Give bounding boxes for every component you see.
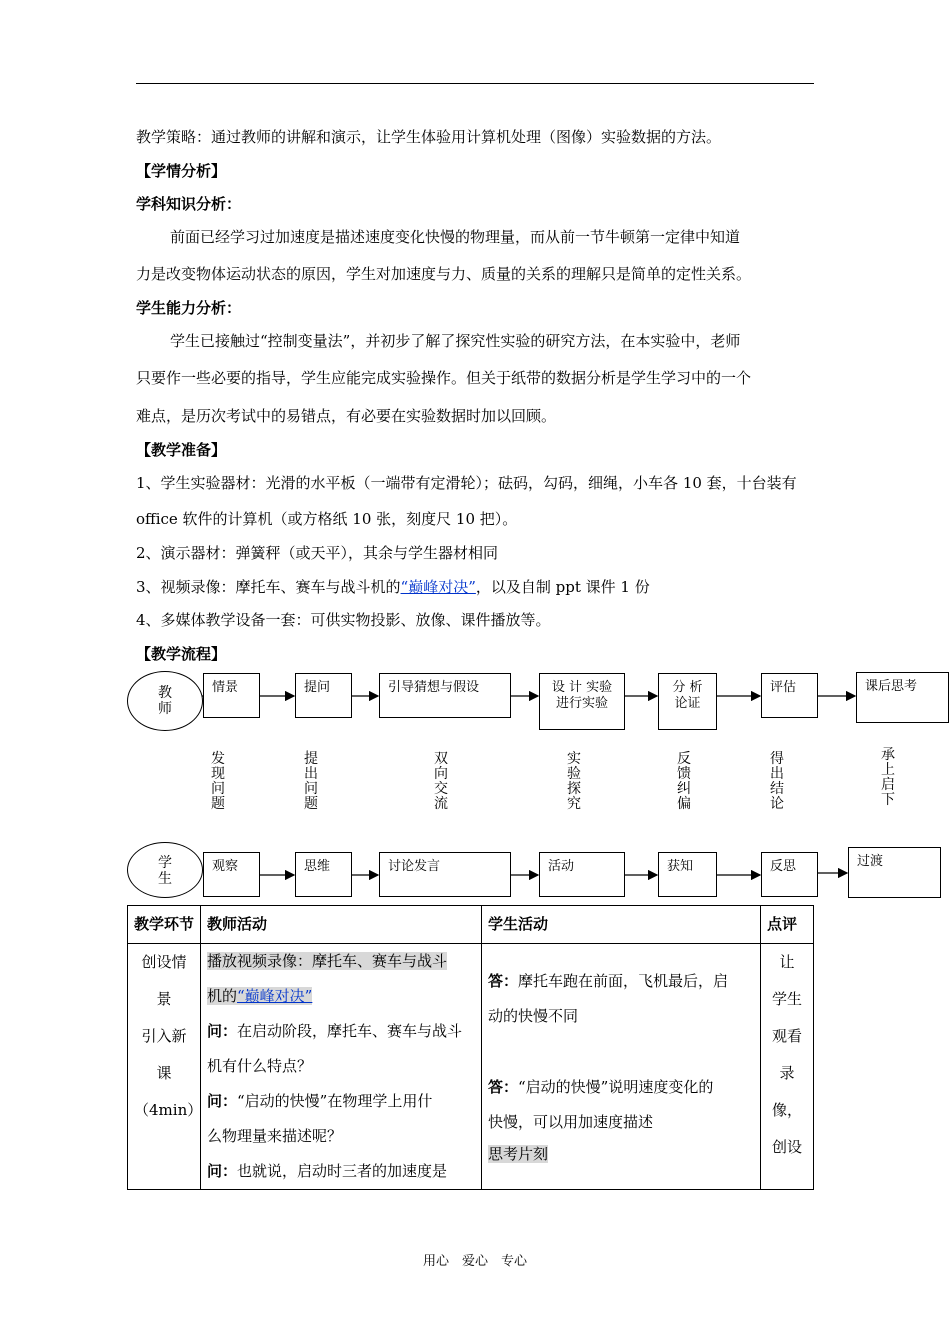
prep-item-3-text: 3、视频录像：摩托车、赛车与战斗机的 [136, 578, 401, 596]
header-student: 学生活动 [482, 906, 761, 944]
flow-bottom-5: 获知 [658, 852, 717, 897]
stage-cell [128, 944, 201, 1190]
question-label: 问： [207, 1092, 238, 1110]
table-header-row [128, 906, 814, 944]
flow-mid-2: 提出问题 [304, 751, 318, 812]
student-label: 学 生 [158, 855, 172, 887]
flow-mid-3: 双向交流 [434, 751, 448, 812]
comment-cell [761, 944, 814, 1190]
question-text: 么物理量来描述呢？ [207, 1127, 343, 1145]
question-label: 问： [207, 1022, 238, 1040]
page-footer: 用心 爱心 专心 [422, 1254, 527, 1269]
header-stage-text: 教学环节 [134, 915, 195, 933]
flow-bottom-6: 反思 [761, 852, 818, 897]
question-text: 在启动阶段，摩托车、赛车与战斗 [237, 1022, 463, 1040]
strategy-text: 教学策略：通过教师的讲解和演示，让学生体验用计算机处理（图像）实验数据的方法。 [136, 128, 722, 146]
question-text: 也就说，启动时三者的加速度是 [237, 1162, 448, 1180]
flow-top-7: 课后思考 [856, 672, 949, 723]
knowledge-paragraph-line2: 力是改变物体运动状态的原因，学生对加速度与力、质量的关系的理解只是简单的定性关系。 [136, 265, 752, 283]
comment-line: 观看 [771, 1027, 802, 1045]
stage-line: 景 [156, 990, 172, 1008]
flow-bottom-4: 活动 [539, 852, 625, 897]
ability-paragraph-line3: 难点，是历次考试中的易错点，有必要在实验数据时加以回顾。 [136, 407, 557, 425]
answer-text: 快慢，可以用加速度描述 [488, 1113, 654, 1131]
heading-situation: 【学情分析】 [136, 162, 227, 180]
table-row [128, 944, 814, 1190]
flow-bottom-1: 观察 [203, 852, 260, 897]
stage-line: 创设情 [141, 953, 187, 971]
student-activity-cell [482, 944, 761, 1190]
heading-knowledge: 学科知识分析： [136, 195, 242, 213]
teacher-line: 播放视频录像：摩托车、赛车与战斗 [207, 952, 448, 970]
flow-mid-6: 得出结论 [770, 751, 784, 812]
prep-item-1a: 1、学生实验器材：光滑的水平板（一端带有定滑轮）；砝码，勾码，细绳，小车各 10 套，十台装有 [136, 474, 797, 492]
question-label: 问： [207, 1162, 238, 1180]
answer-text: 思考片刻 [488, 1145, 549, 1163]
stage-line: （4min） [134, 1101, 203, 1119]
answer-text: “启动的快慢”说明速度变化的 [518, 1078, 714, 1096]
teacher-label: 教 师 [158, 685, 172, 717]
answer-label: 答： [488, 972, 519, 990]
flow-top-2: 提问 [295, 673, 352, 718]
flow-bottom-2: 思维 [295, 852, 352, 897]
flow-mid-5: 反馈纠偏 [677, 751, 691, 812]
comment-line: 创设 [771, 1138, 802, 1156]
lesson-table [127, 905, 814, 1190]
question-text: “启动的快慢”在物理学上用什 [237, 1092, 433, 1110]
question-text: 机有什么特点？ [207, 1057, 313, 1075]
flow-top-1: 情景 [203, 673, 260, 718]
flow-mid-1: 发现问题 [211, 751, 225, 812]
video-link[interactable]: “巅峰对决” [400, 578, 476, 596]
ability-paragraph-line2: 只要作一些必要的指导，学生应能完成实验操作。但关于纸带的数据分析是学生学习中的一个 [136, 369, 752, 387]
flow-mid-7: 承上启下 [881, 747, 895, 808]
flow-top-3: 引导猜想与假设 [379, 673, 511, 718]
prep-item-1b: office 软件的计算机（或方格纸 10 张，刻度尺 10 把）。 [136, 510, 518, 528]
flow-bottom-7: 过渡 [848, 847, 941, 898]
header-teacher: 教师活动 [201, 906, 482, 944]
header-comment: 点评 [761, 906, 814, 944]
teacher-line: 机的 [207, 987, 238, 1005]
flow-mid-4: 实验探究 [567, 751, 581, 812]
prep-item-2: 2、演示器材：弹簧秤（或天平），其余与学生器材相同 [136, 544, 499, 562]
stage-line: 引入新 [141, 1027, 187, 1045]
flow-top-4: 设 计 实验 进行实验 [539, 673, 625, 730]
flow-top-5: 分 析 论证 [658, 673, 717, 730]
ability-paragraph-line1: 学生已接触过“控制变量法”，并初步了解了探究性实验的研究方法，在本实验中，老师 [170, 332, 741, 350]
teacher-activity-cell [201, 944, 482, 1190]
heading-flow: 【教学流程】 [136, 645, 227, 663]
answer-text: 摩托车跑在前面，飞机最后，启 [518, 972, 729, 990]
comment-line: 让 [779, 953, 795, 971]
answer-text: 动的快慢不同 [488, 1007, 579, 1025]
comment-line: 学生 [771, 990, 802, 1008]
knowledge-paragraph-line1: 前面已经学习过加速度是描述速度变化快慢的物理量，而从前一节牛顿第一定律中知道 [170, 228, 741, 246]
heading-ability: 学生能力分析： [136, 299, 242, 317]
comment-line: 像， [771, 1101, 802, 1119]
answer-label: 答： [488, 1078, 519, 1096]
prep-item-3-suffix: ，以及自制 ppt 课件 1 份 [475, 578, 650, 596]
flow-bottom-3: 讨论发言 [379, 852, 511, 897]
stage-line: 课 [156, 1064, 172, 1082]
flow-top-6: 评估 [761, 673, 818, 718]
video-link-table[interactable]: “巅峰对决” [237, 987, 313, 1005]
header-stage [128, 906, 201, 944]
student-ellipse [127, 842, 203, 898]
comment-line: 录 [779, 1064, 795, 1082]
teacher-ellipse [127, 671, 203, 731]
prep-item-4: 4、多媒体教学设备一套：可供实物投影、放像、课件播放等。 [136, 611, 551, 629]
heading-preparation: 【教学准备】 [136, 441, 227, 459]
